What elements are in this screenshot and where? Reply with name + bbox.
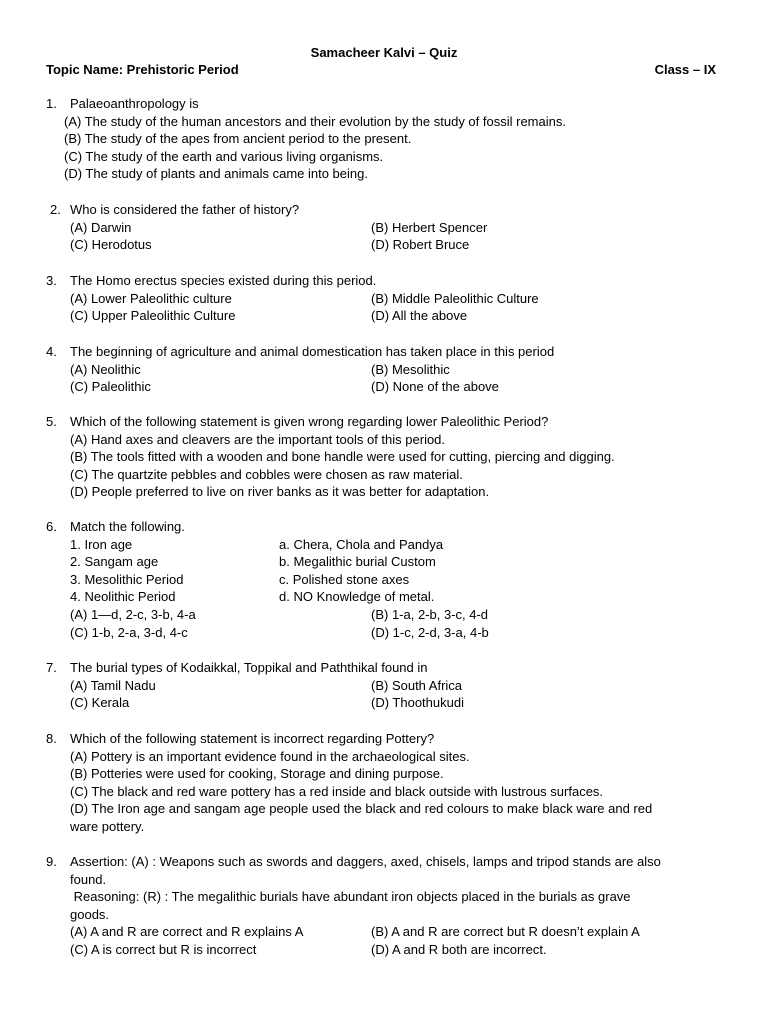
question-2 [0,201,768,254]
option-c: (C) Upper Paleolithic Culture [70,308,236,324]
topic-name: Topic Name: Prehistoric Period [46,62,239,77]
question-stem: The beginning of agriculture and animal domestication has taken place in this period [70,344,555,359]
option-c: (C) Kerala [70,695,130,711]
option-a: (A) 1—d, 2-c, 3-b, 4-a [70,606,196,622]
question-4 [0,343,768,396]
question-stem: The Homo erectus species existed during this period. [70,273,377,288]
option-a: (A) Hand axes and cleavers are the important tools of this period. [70,431,446,447]
option-d: (D) People preferred to live on river banks as it was better for adaptation. [70,484,490,500]
question-number: 3. [46,273,57,288]
option-c: (C) 1-b, 2-a, 3-d, 4-c [70,624,188,640]
question-8 [0,730,768,836]
match-right: c. Polished stone axes [279,571,410,587]
option-c: (C) The study of the earth and various living organisms. [64,148,384,164]
question-stem: Who is considered the father of history? [70,202,300,217]
question-stem: Which of the following statement is incorrect regarding Pottery? [70,731,435,746]
option-b: (B) A and R are correct but R doesn’t explain A [371,924,640,940]
question-7 [0,659,768,712]
option-a: (A) Lower Paleolithic culture [70,290,232,306]
match-left: 3. Mesolithic Period [70,571,184,587]
option-a: (A) Neolithic [70,361,141,377]
option-b: (B) Middle Paleolithic Culture [371,290,539,306]
question-number: 6. [46,519,57,534]
option-a: (A) The study of the human ancestors and their evolution by the study of fossil remains. [64,113,566,129]
question-number: 9. [46,854,57,869]
match-left: 2. Sangam age [70,554,159,570]
option-d: (D) Thoothukudi [371,695,464,711]
question-number: 8. [46,731,57,746]
question-number: 4. [46,344,57,359]
question-5 [0,413,768,501]
option-b: (B) The study of the apes from ancient period to the present. [64,131,412,147]
option-a: (A) Darwin [70,219,132,235]
question-stem: Match the following. [70,519,185,534]
match-right: a. Chera, Chola and Pandya [279,536,444,552]
option-c: (C) Herodotus [70,237,152,253]
page-title: Samacheer Kalvi – Quiz [310,45,458,60]
option-a: (A) Pottery is an important evidence found in the archaeological sites. [70,748,470,764]
match-right: b. Megalithic burial Custom [279,554,436,570]
option-c: (C) The quartzite pebbles and cobbles were chosen as raw material. [70,466,463,482]
option-b: (B) Mesolithic [371,361,450,377]
option-b: (B) South Africa [371,677,463,693]
question-number: 5. [46,414,57,429]
match-right: d. NO Knowledge of metal. [279,589,435,605]
question-3 [0,272,768,325]
option-d: (D) None of the above [371,379,499,395]
question-number: 1. [46,96,57,111]
option-b: (B) Herbert Spencer [371,219,488,235]
option-d-continued: ware pottery. [70,818,145,834]
option-d: (D) A and R both are incorrect. [371,941,547,957]
option-d: (D) 1-c, 2-d, 3-a, 4-b [371,624,489,640]
option-c: (C) The black and red ware pottery has a red inside and black outside with lustrous surfaces. [70,783,604,799]
assertion-text: Assertion: (A) : Weapons such as swords and daggers, axed, chisels, lamps and tripod stands are also [70,854,661,869]
option-a: (A) A and R are correct and R explains A [70,924,304,940]
option-c: (C) A is correct but R is incorrect [70,941,257,957]
question-number: 7. [46,660,57,675]
reasoning-continued: goods. [70,906,110,922]
question-1 [0,95,768,183]
question-number: 2. [50,202,61,217]
class-label: Class – IX [654,62,716,77]
match-left: 1. Iron age [70,536,133,552]
question-6 [0,518,768,641]
option-d: (D) The Iron age and sangam age people used the black and red colours to make black ware and red [70,801,653,817]
option-b: (B) The tools fitted with a wooden and bone handle were used for cutting, piercing and digging. [70,449,615,465]
option-d: (D) Robert Bruce [371,237,470,253]
option-b: (B) Potteries were used for cooking, Storage and dining purpose. [70,766,444,782]
match-left: 4. Neolithic Period [70,589,176,605]
option-c: (C) Paleolithic [70,379,151,395]
assertion-continued: found. [70,871,107,887]
option-a: (A) Tamil Nadu [70,677,156,693]
reasoning-text: Reasoning: (R) : The megalithic burials have abundant iron objects placed in the burials as grave [70,889,631,905]
option-d: (D) All the above [371,308,468,324]
question-9 [0,853,768,959]
option-b: (B) 1-a, 2-b, 3-c, 4-d [371,606,489,622]
option-d: (D) The study of plants and animals came into being. [64,166,368,182]
question-stem: The burial types of Kodaikkal, Toppikal and Paththikal found in [70,660,428,675]
question-stem: Palaeoanthropology is [70,96,199,111]
question-stem: Which of the following statement is given wrong regarding lower Paleolithic Period? [70,414,549,429]
